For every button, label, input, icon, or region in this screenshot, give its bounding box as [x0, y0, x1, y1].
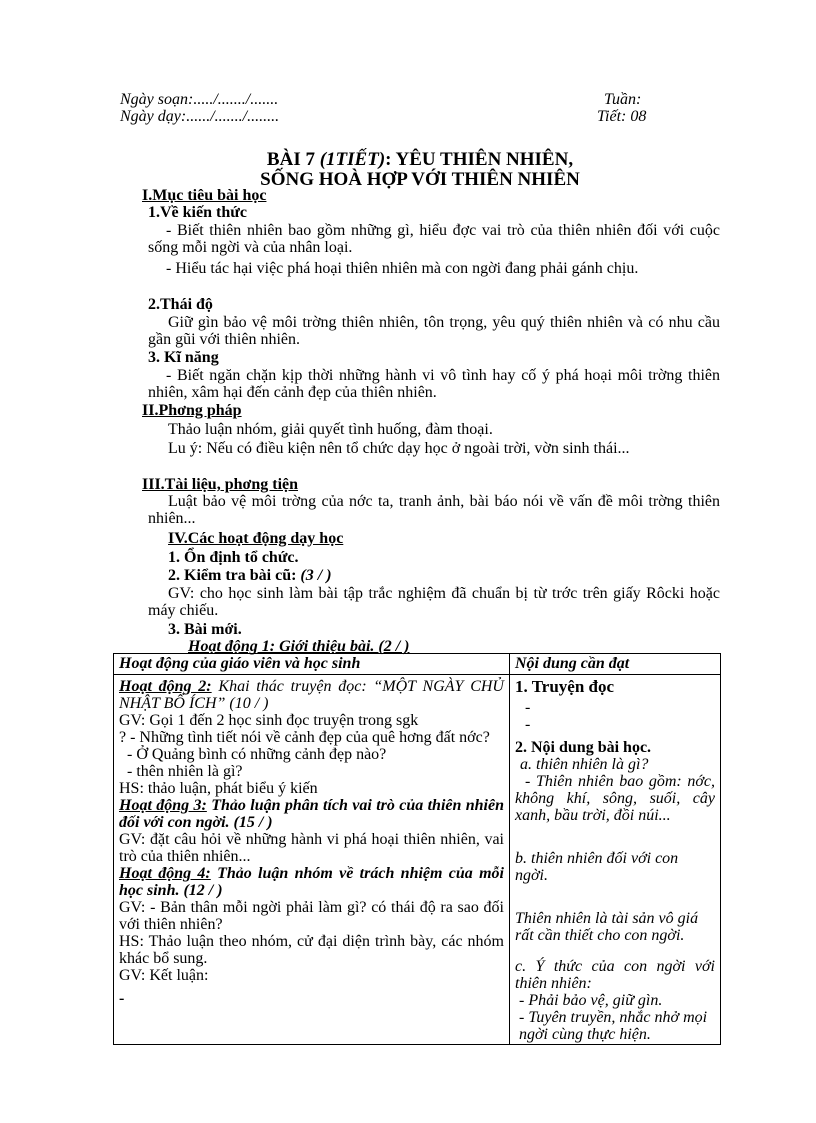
left-line-10: -: [119, 990, 125, 1007]
method-heading: II.Phơng pháp: [142, 402, 242, 419]
date-prepared: Ngày soạn:...../......./.......: [120, 91, 279, 108]
right-line-10: - Phải bảo vệ, giữ gìn.: [519, 992, 663, 1009]
right-line-9: c. Ý thức của con ngời với thiên nhiên:: [515, 958, 715, 992]
step-1: 1. Ổn định tổ chức.: [168, 549, 299, 566]
left-line-5: HS: thảo luận, phát biểu ý kiến: [119, 780, 318, 797]
objectives-heading: I.Mục tiêu bài học: [142, 187, 267, 204]
left-line-4: - thên nhiên là gì?: [127, 763, 243, 780]
materials-paragraph: Luật bảo vệ môi trờng của nớc ta, tranh ảnh, bài báo nói về vấn đề môi trờng thiên nhiên...: [148, 493, 720, 527]
table-content-row: [114, 675, 721, 1045]
left-line-6: GV: đặt câu hỏi về những hành vi phá hoại thiên nhiên, vai trò của thiên nhiên...: [119, 831, 504, 865]
activity-3: Hoạt động 3: Thảo luận phân tích vai trò của thiên nhiên đối với con ngời. (15 / ): [119, 797, 504, 831]
left-line-7: GV: - Bản thân mỗi ngời phải làm gì? có thái độ ra sao đối với thiên nhiên?: [119, 899, 504, 933]
col-right-header: Nội dung cần đạt: [510, 654, 721, 675]
right-line-7: b. thiên nhiên đối với con ngời.: [515, 850, 679, 884]
activity-table: [113, 653, 721, 1045]
right-content-cell: [510, 675, 721, 1045]
attitude-paragraph: Giữ gìn bảo vệ môi trờng thiên nhiên, tôn trọng, yêu quý thiên nhiên và có nhu cầu gần gũi với thiên nhiên.: [148, 314, 720, 348]
right-line-8: Thiên nhiên là tài sản vô giá rất cần thiết cho con ngời.: [515, 910, 699, 944]
step-3: 3. Bài mới.: [168, 621, 242, 638]
col-left-header: Hoạt động của giáo viên và học sinh: [114, 654, 510, 675]
right-line-1: 1. Truyện đọc: [515, 677, 615, 696]
week-label: Tuần:: [604, 91, 642, 108]
lesson-title-line2: SỐNG HOÀ HỢP VỚI THIÊN NHIÊN: [260, 169, 580, 190]
left-line-1: GV: Gọi 1 đến 2 học sinh đọc truyện trong sgk: [119, 712, 419, 729]
right-line-6: - Thiên nhiên bao gồm: nớc, không khí, sông, suối, cây xanh, bầu trời, đồi núi...: [515, 773, 715, 824]
date-taught: Ngày dạy:....../......./........: [120, 108, 280, 125]
activity-1: Hoạt động 1: Giới thiệu bài. (2 / ): [188, 638, 410, 655]
knowledge-paragraph-1: - Biết thiên nhiên bao gồm những gì, hiểu đợc vai trò của thiên nhiên đối với cuộc sống mỗi ngời và của nhân loại.: [148, 222, 720, 256]
right-line-4: 2. Nội dung bài học.: [515, 739, 652, 756]
activity-4: Hoạt động 4: Thảo luận nhóm về trách nhiệm của mỗi học sinh. (12 / ): [119, 865, 504, 899]
right-line-3: -: [525, 716, 531, 733]
step-2-paragraph: GV: cho học sinh làm bài tập trắc nghiệm đã chuẩn bị từ trớc trên giấy Rôcki hoặc máy chiếu.: [148, 585, 720, 619]
method-paragraph-1: Thảo luận nhóm, giải quyết tình huống, đàm thoại.: [168, 421, 493, 438]
materials-heading: III.Tài liệu, phơng tiện: [142, 476, 299, 493]
right-line-2: -: [525, 699, 531, 716]
activity-2: Hoạt động 2: Khai thác truyện đọc: “MỘT NGÀY CHỦ NHẬT BỔ ÍCH” (10 / ): [119, 678, 504, 712]
right-line-11: - Tuyên truyền, nhắc nhở mọi ngời cùng thực hiện.: [519, 1009, 708, 1043]
left-line-2: ? - Những tình tiết nói về cảnh đẹp của quê hơng đất nớc?: [119, 729, 490, 746]
attitude-heading: 2.Thái độ: [148, 296, 213, 313]
activities-heading: IV.Các hoạt động dạy học: [168, 530, 344, 547]
method-paragraph-2: Lu ý: Nếu có điều kiện nên tổ chức dạy học ở ngoài trời, vờn sinh thái...: [168, 440, 630, 457]
skills-paragraph: - Biết ngăn chặn kịp thời những hành vi vô tình hay cố ý phá hoại môi trờng thiên nhiên, xâm hại đến cảnh đẹp của thiên nhiên.: [148, 367, 720, 401]
left-line-3: - Ở Quảng bình có những cảnh đẹp nào?: [127, 746, 387, 763]
left-line-8: HS: Thảo luận theo nhóm, cử đại diện trình bày, các nhóm khác bổ sung.: [119, 933, 504, 967]
left-line-9: GV: Kết luận:: [119, 967, 209, 984]
right-line-5: a. thiên nhiên là gì?: [520, 756, 649, 773]
lesson-title-line1: BÀI 7 (1TIẾT): YÊU THIÊN NHIÊN,: [266, 149, 574, 170]
step-2: 2. Kiểm tra bài cũ: (3 / ): [168, 567, 332, 584]
left-content-cell: [114, 675, 510, 1045]
knowledge-heading: 1.Về kiến thức: [148, 204, 247, 221]
knowledge-paragraph-2: - Hiểu tác hại việc phá hoại thiên nhiên mà con ngời đang phải gánh chịu.: [166, 260, 639, 277]
period-label: Tiết: 08: [597, 108, 647, 125]
table-header-row: [114, 654, 721, 675]
skills-heading: 3. Kĩ năng: [148, 349, 219, 366]
